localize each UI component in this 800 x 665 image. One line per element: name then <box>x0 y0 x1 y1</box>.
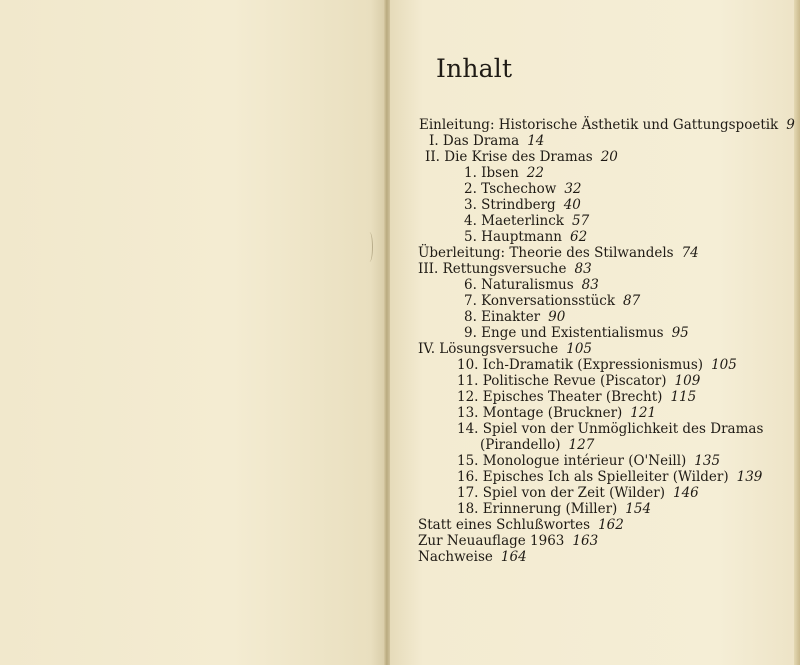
toc-entry <box>457 373 700 389</box>
toc-entry-page: 135 <box>694 453 721 469</box>
toc-entry-page: 57 <box>571 213 590 229</box>
toc-entry <box>418 549 527 565</box>
toc-entry-title: I. Das Drama <box>429 133 520 149</box>
toc-entry <box>457 485 699 501</box>
toc-entry-page: 162 <box>598 517 624 533</box>
page-edge <box>794 0 800 665</box>
toc-entry-page: 32 <box>564 181 582 197</box>
toc-heading: Inhalt <box>436 54 513 83</box>
toc-entry-title: 8. Einakter <box>464 309 541 325</box>
toc-entry-page: 40 <box>563 197 581 213</box>
toc-entry-title: 2. Tschechow <box>464 181 557 197</box>
toc-entry-page: 95 <box>671 325 689 341</box>
toc-entry-page: 139 <box>736 469 763 485</box>
toc-entry-page: 9 <box>786 117 795 133</box>
toc-entry-title: Einleitung: Historische Ästhetik und Gattungspoetik <box>419 117 779 133</box>
toc-entry-page: 62 <box>570 229 588 245</box>
left-page <box>0 0 386 665</box>
toc-entry-title: 6. Naturalismus <box>464 277 574 293</box>
toc-entry <box>425 149 618 165</box>
toc-entry-page: 164 <box>500 549 527 565</box>
toc-entry <box>457 389 696 405</box>
toc-entry <box>464 277 599 293</box>
toc-entry-title: 7. Konversationsstück <box>464 293 616 309</box>
toc-entry-title: II. Die Krise des Dramas <box>425 149 593 165</box>
toc-entry-page: 22 <box>526 165 544 181</box>
toc-entry-page: 105 <box>711 357 737 373</box>
toc-entry-page: 90 <box>548 309 566 325</box>
toc-entry <box>464 309 565 325</box>
toc-entry <box>457 405 656 421</box>
toc-entry-title: Zur Neuauflage 1963 <box>418 533 565 549</box>
toc-entry-title: 1. Ibsen <box>464 165 519 181</box>
toc-entry-title: 10. Ich-Dramatik (Expressionismus) <box>457 357 704 373</box>
toc-entry-page: 115 <box>670 389 697 405</box>
toc-entry <box>464 325 689 341</box>
toc-entry <box>480 437 594 453</box>
toc-entry-title: 3. Strindberg <box>464 197 556 213</box>
toc-entry <box>464 181 582 197</box>
toc-entry-page: 109 <box>674 373 701 389</box>
toc-entry <box>457 357 737 373</box>
toc-entry-title: 16. Episches Ich als Spielleiter (Wilder) <box>457 469 729 485</box>
toc-entry-page: 105 <box>566 341 593 357</box>
toc-entry <box>464 229 587 245</box>
toc-entry <box>464 197 581 213</box>
toc-entry-page: 20 <box>600 149 618 165</box>
toc-entry-page: 87 <box>623 293 641 309</box>
toc-entry <box>457 453 720 469</box>
toc-entry <box>419 117 795 133</box>
toc-entry <box>418 341 592 357</box>
toc-entry <box>457 469 762 485</box>
toc-entry <box>429 133 544 149</box>
toc-entry-title: 17. Spiel von der Zeit (Wilder) <box>457 485 665 501</box>
toc-entry-page: 146 <box>672 485 699 501</box>
toc-entry-title: Statt eines Schlußwortes <box>418 517 591 533</box>
toc-entry-page: 121 <box>630 405 657 421</box>
toc-entry-title: (Pirandello) <box>480 437 561 453</box>
toc-entry-page: 154 <box>625 501 652 517</box>
toc-entry-title: IV. Lösungsversuche <box>418 341 559 357</box>
page-mark <box>366 232 373 262</box>
toc-entry-title: Nachweise <box>418 549 493 565</box>
toc-entry <box>457 501 651 517</box>
toc-entry-title: 4. Maeterlinck <box>464 213 564 229</box>
toc-entry-page: 163 <box>572 533 599 549</box>
toc-entry-page: 83 <box>581 277 599 293</box>
toc-entry <box>418 245 699 261</box>
toc-entry <box>418 261 592 277</box>
toc-entry-title: 11. Politische Revue (Piscator) <box>457 373 667 389</box>
toc-entry-title: III. Rettungsversuche <box>418 261 567 277</box>
toc-entry <box>418 533 598 549</box>
toc-entry <box>418 517 624 533</box>
toc-entry-title: Überleitung: Theorie des Stilwandels <box>418 245 674 261</box>
toc-entry <box>464 165 544 181</box>
toc-entry <box>457 421 771 437</box>
toc-entry-title: 5. Hauptmann <box>464 229 562 245</box>
toc-entry-title: 14. Spiel von der Unmöglichkeit des Dramas <box>457 421 764 437</box>
toc-entry-title: 12. Episches Theater (Brecht) <box>457 389 663 405</box>
toc-entry-page: 127 <box>568 437 595 453</box>
toc-entry-page: 14 <box>527 133 545 149</box>
toc-entry-title: 15. Monologue intérieur (O'Neill) <box>457 453 687 469</box>
toc-entry-title: 18. Erinnerung (Miller) <box>457 501 618 517</box>
toc-entry-page: 83 <box>574 261 592 277</box>
toc-entry <box>464 213 589 229</box>
toc-entry-title: 9. Enge und Existentialismus <box>464 325 664 341</box>
toc-entry-title: 13. Montage (Bruckner) <box>457 405 623 421</box>
toc-entry <box>464 293 640 309</box>
toc-entry-page: 74 <box>681 245 699 261</box>
